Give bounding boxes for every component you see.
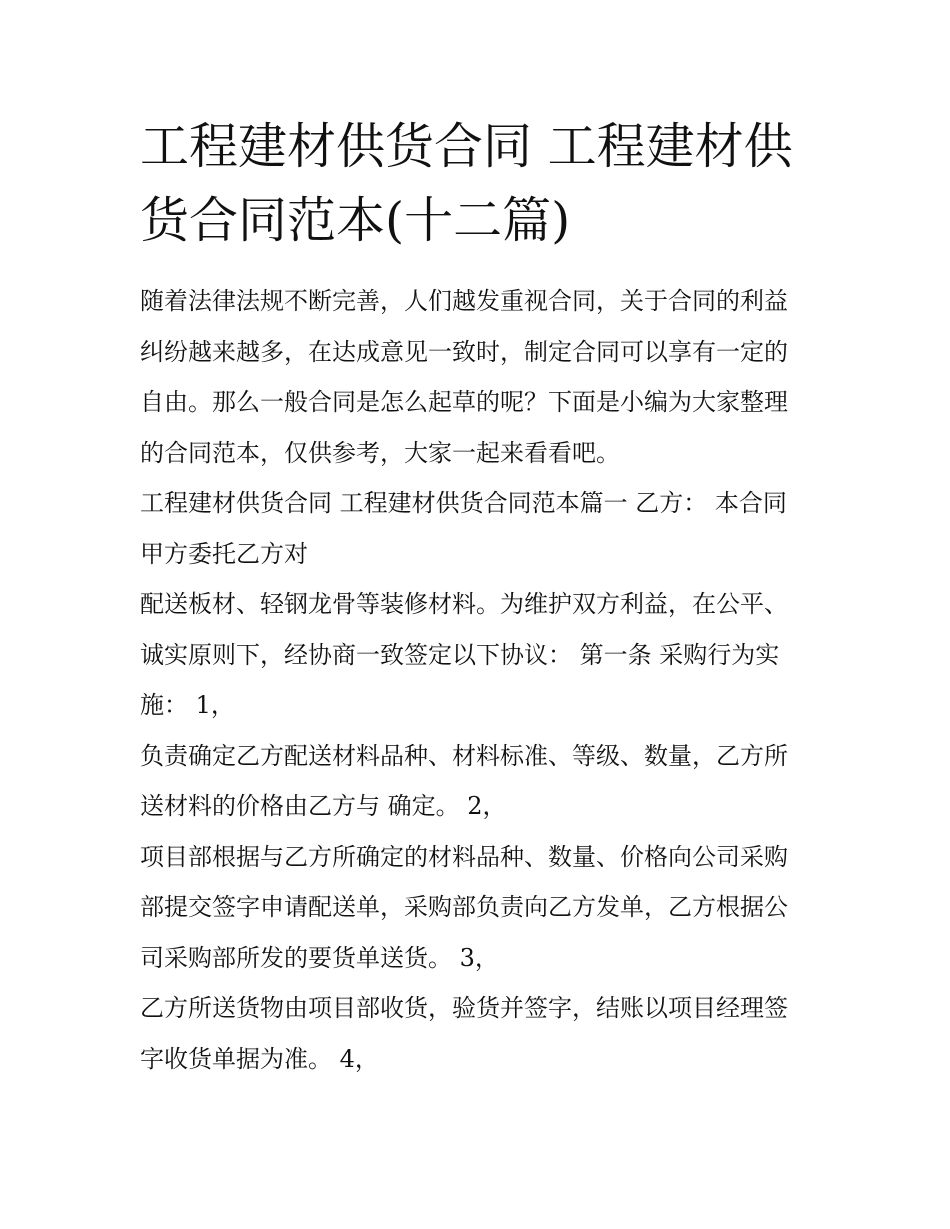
paragraph-clause-1	[140, 731, 820, 832]
paragraph-scope	[140, 579, 820, 731]
title-line: 货合同范本(十二篇)	[140, 192, 571, 249]
text-line: 乙方所送货物由项目部收货，验货并签字，结账以项目经理签	[140, 994, 788, 1022]
text-line: 纠纷越来越多，在达成意见一致时，制定合同可以享有一定的	[140, 337, 788, 366]
paragraph-contract-heading	[140, 478, 820, 579]
text-line: 诚实原则下，经协商一致签定以下协议： 第一条 采购行为实	[140, 640, 780, 669]
text-line: 送材料的价格由乙方与 确定。 2，	[140, 792, 507, 820]
text-line: 负责确定乙方配送材料品种、材料标准、等级、数量，乙方所	[140, 741, 788, 770]
text-line: 配送板材、轻钢龙骨等装修材料。为维护双方利益，在公平、	[140, 590, 788, 618]
text-line: 随着法律法规不断完善，人们越发重视合同，关于合同的利益	[140, 287, 788, 315]
text-line: 字收货单据为准。 4，	[140, 1044, 379, 1073]
paragraph-intro	[140, 276, 820, 478]
paragraph-clause-3	[140, 983, 820, 1084]
text-line: 甲方委托乙方对	[140, 539, 308, 568]
document-page	[140, 110, 820, 1084]
text-line: 工程建材供货合同 工程建材供货合同范本篇一 乙方： 本合同	[140, 489, 787, 517]
text-line: 项目部根据与乙方所确定的材料品种、数量、价格向公司采购	[140, 842, 788, 871]
text-line: 的合同范本，仅供参考，大家一起来看看吧。	[140, 438, 620, 467]
paragraph-clause-2	[140, 832, 820, 984]
document-title	[140, 110, 820, 258]
text-line: 自由。那么一般合同是怎么起草的呢？下面是小编为大家整理	[140, 388, 788, 416]
text-line: 施： 1，	[140, 691, 235, 719]
document-body	[140, 276, 820, 1084]
text-line: 部提交签字申请配送单，采购部负责向乙方发单，乙方根据公	[140, 893, 788, 921]
title-line: 工程建材供货合同 工程建材供	[140, 118, 793, 175]
text-line: 司采购部所发的要货单送货。 3，	[140, 943, 499, 972]
